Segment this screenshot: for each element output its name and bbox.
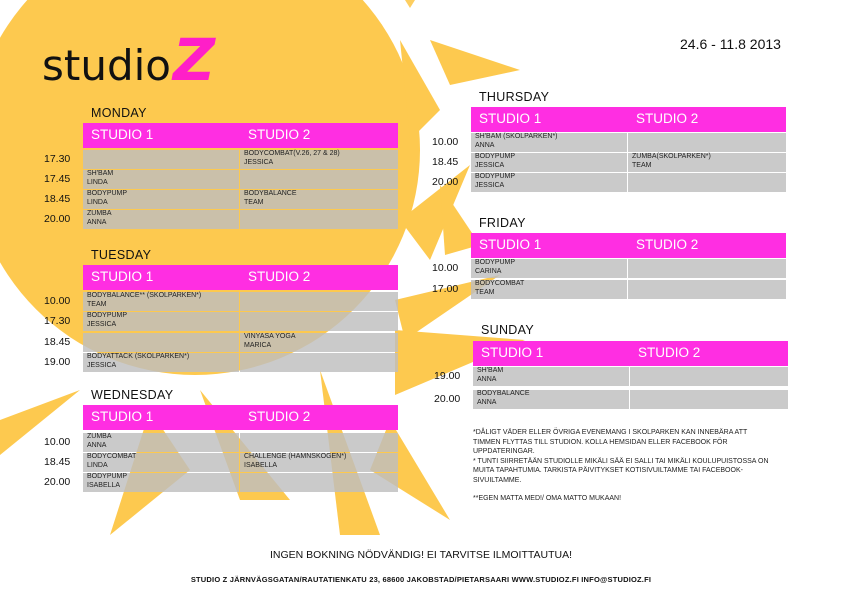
class-cell-studio-1 xyxy=(83,453,239,472)
class-name-instructor: BODYCOMBAT TEAM xyxy=(475,280,525,296)
class-cell-studio-1 xyxy=(83,333,239,352)
class-time: 20.00 xyxy=(432,176,459,188)
sun-ray-edge xyxy=(405,0,415,8)
class-name-instructor: ZUMBA(SKOLPARKEN*) TEAM xyxy=(632,153,711,169)
class-cell-studio-1 xyxy=(471,173,627,192)
class-cell-studio-1 xyxy=(83,433,239,452)
season-dates: 24.6 - 11.8 2013 xyxy=(680,36,781,52)
schedule-notes xyxy=(473,428,773,504)
class-cell-studio-2 xyxy=(240,190,398,209)
class-time: 18.45 xyxy=(44,193,71,205)
class-cell-studio-1 xyxy=(471,259,627,278)
class-time: 19.00 xyxy=(44,356,71,368)
studio-2-label: STUDIO 2 xyxy=(636,111,699,126)
class-name-instructor: ZUMBA ANNA xyxy=(87,433,112,449)
studio-header-tuesday xyxy=(83,265,398,290)
class-time: 18.45 xyxy=(44,456,71,468)
studio-1-label: STUDIO 1 xyxy=(479,111,542,126)
sun-ray xyxy=(430,40,520,85)
note-weather-fi: * TUNTI SIIRRETÄÄN STUDIOLLE MIKÄLI SÄÄ EI SALLI TAI MIKÄLI KOULUPUISTOSSA ON MUITA TAPAHTUMIA. TARKISTA PÄIVITYKSET KOTISIVUILTAMME TAI FACEBOOK-SIVUILTAMME. xyxy=(473,457,769,484)
studio-2-label: STUDIO 2 xyxy=(638,345,701,360)
day-title-wednesday: WEDNESDAY xyxy=(91,388,174,402)
class-time: 19.00 xyxy=(434,370,461,382)
class-name-instructor: BODYPUMP JESSICA xyxy=(87,312,128,328)
class-name-instructor: SH'BAM LINDA xyxy=(87,170,114,186)
day-title-tuesday: TUESDAY xyxy=(91,248,152,262)
class-cell-studio-2 xyxy=(240,292,398,311)
class-time: 10.00 xyxy=(432,136,459,148)
note-weather-sv: *DÅLIGT VÄDER ELLER ÖVRIGA EVENEMANG I SKOLPARKEN KAN INNEBÄRA ATT TIMMEN FLYTTAS TILL STUDION. KOLLA HEMSIDAN ELLER FACEBOOK FÖR UPPDATERINGAR. xyxy=(473,429,748,455)
studio-1-label: STUDIO 1 xyxy=(91,409,154,424)
class-name-instructor: BODYPUMP JESSICA xyxy=(475,173,516,189)
class-cell-studio-2 xyxy=(628,173,786,192)
class-time: 17.45 xyxy=(44,173,71,185)
class-cell-studio-1 xyxy=(83,312,239,331)
class-cell-studio-2 xyxy=(240,170,398,189)
studio-logo xyxy=(42,26,215,94)
studio-2-label: STUDIO 2 xyxy=(248,409,311,424)
studio-header-monday xyxy=(83,123,398,148)
class-cell-studio-1 xyxy=(83,292,239,311)
day-title-monday: MONDAY xyxy=(91,106,147,120)
class-time: 20.00 xyxy=(434,393,461,405)
class-name-instructor: BODYATTACK (SKOLPARKEN*) JESSICA xyxy=(87,353,190,369)
studio-1-label: STUDIO 1 xyxy=(91,127,154,142)
class-cell-studio-2 xyxy=(240,150,398,169)
class-cell-studio-2 xyxy=(240,433,398,452)
studio-1-label: STUDIO 1 xyxy=(481,345,544,360)
class-name-instructor: BODYPUMP ISABELLA xyxy=(87,473,128,489)
class-name-instructor: BODYPUMP JESSICA xyxy=(475,153,516,169)
day-title-friday: FRIDAY xyxy=(479,216,526,230)
day-title-sunday: SUNDAY xyxy=(481,323,534,337)
class-name-instructor: BODYBALANCE** (SKOLPARKEN*) TEAM xyxy=(87,292,202,308)
class-cell-studio-1 xyxy=(471,280,627,299)
class-time: 17.30 xyxy=(44,153,71,165)
class-cell-studio-1 xyxy=(83,353,239,372)
class-cell-studio-2 xyxy=(240,473,398,492)
day-title-thursday: THURSDAY xyxy=(479,90,550,104)
class-cell-studio-2 xyxy=(630,367,788,386)
class-cell-studio-2 xyxy=(628,153,786,172)
studio-header-wednesday xyxy=(83,405,398,430)
class-time: 20.00 xyxy=(44,213,71,225)
studio-1-label: STUDIO 1 xyxy=(91,269,154,284)
logo-z-mark: Z xyxy=(173,26,216,94)
class-name-instructor: SH'BAM ANNA xyxy=(477,367,504,383)
class-time: 18.45 xyxy=(44,336,71,348)
class-cell-studio-1 xyxy=(471,153,627,172)
class-time: 18.45 xyxy=(432,156,459,168)
class-cell-studio-1 xyxy=(83,190,239,209)
studio-header-sunday xyxy=(473,341,788,366)
contact-footer: STUDIO Z JÄRNVÄGSGATAN/RAUTATIENKATU 23, 68600 JAKOBSTAD/PIETARSAARI WWW.STUDIOZ.FI INFO@STUDIOZ.FI xyxy=(190,575,652,584)
studio-2-label: STUDIO 2 xyxy=(248,127,311,142)
class-time: 10.00 xyxy=(44,436,71,448)
class-name-instructor: BODYBALANCE ANNA xyxy=(477,390,530,406)
class-cell-studio-2 xyxy=(630,390,788,409)
class-cell-studio-2 xyxy=(628,133,786,152)
class-cell-studio-2 xyxy=(628,280,786,299)
class-cell-studio-2 xyxy=(240,353,398,372)
class-time: 17.00 xyxy=(432,283,459,295)
class-cell-studio-2 xyxy=(240,210,398,229)
class-name-instructor: BODYCOMBAT LINDA xyxy=(87,453,137,469)
class-name-instructor: BODYPUMP LINDA xyxy=(87,190,128,206)
class-cell-studio-1 xyxy=(473,367,629,386)
studio-1-label: STUDIO 1 xyxy=(479,237,542,252)
no-booking-tagline: INGEN BOKNING NÖDVÄNDIG! EI TARVITSE ILMOITTAUTUA! xyxy=(269,549,572,561)
class-time: 10.00 xyxy=(432,262,459,274)
class-name-instructor: CHALLENGE (HAMNSKOGEN*) ISABELLA xyxy=(244,453,347,469)
class-cell-studio-1 xyxy=(83,473,239,492)
studio-header-thursday xyxy=(471,107,786,132)
class-cell-studio-1 xyxy=(473,390,629,409)
class-name-instructor: SH'BAM (SKOLPARKEN*) ANNA xyxy=(475,133,558,149)
class-time: 10.00 xyxy=(44,295,71,307)
class-cell-studio-1 xyxy=(83,170,239,189)
class-name-instructor: BODYPUMP CARINA xyxy=(475,259,516,275)
studio-2-label: STUDIO 2 xyxy=(636,237,699,252)
class-cell-studio-2 xyxy=(240,333,398,352)
class-cell-studio-2 xyxy=(628,259,786,278)
class-cell-studio-2 xyxy=(240,453,398,472)
note-mat: **EGEN MATTA MED!/ OMA MATTO MUKAAN! xyxy=(473,495,622,502)
class-time: 17.30 xyxy=(44,315,71,327)
class-name-instructor: BODYCOMBAT(V.26, 27 & 28) JESSICA xyxy=(244,150,340,166)
class-time: 20.00 xyxy=(44,476,71,488)
class-cell-studio-1 xyxy=(83,210,239,229)
logo-word: studio xyxy=(42,41,171,90)
class-cell-studio-2 xyxy=(240,312,398,331)
class-name-instructor: VINYASA YOGA MARICA xyxy=(244,333,296,349)
class-cell-studio-1 xyxy=(471,133,627,152)
class-cell-studio-1 xyxy=(83,150,239,169)
class-name-instructor: ZUMBA ANNA xyxy=(87,210,112,226)
studio-header-friday xyxy=(471,233,786,258)
class-name-instructor: BODYBALANCE TEAM xyxy=(244,190,297,206)
studio-2-label: STUDIO 2 xyxy=(248,269,311,284)
